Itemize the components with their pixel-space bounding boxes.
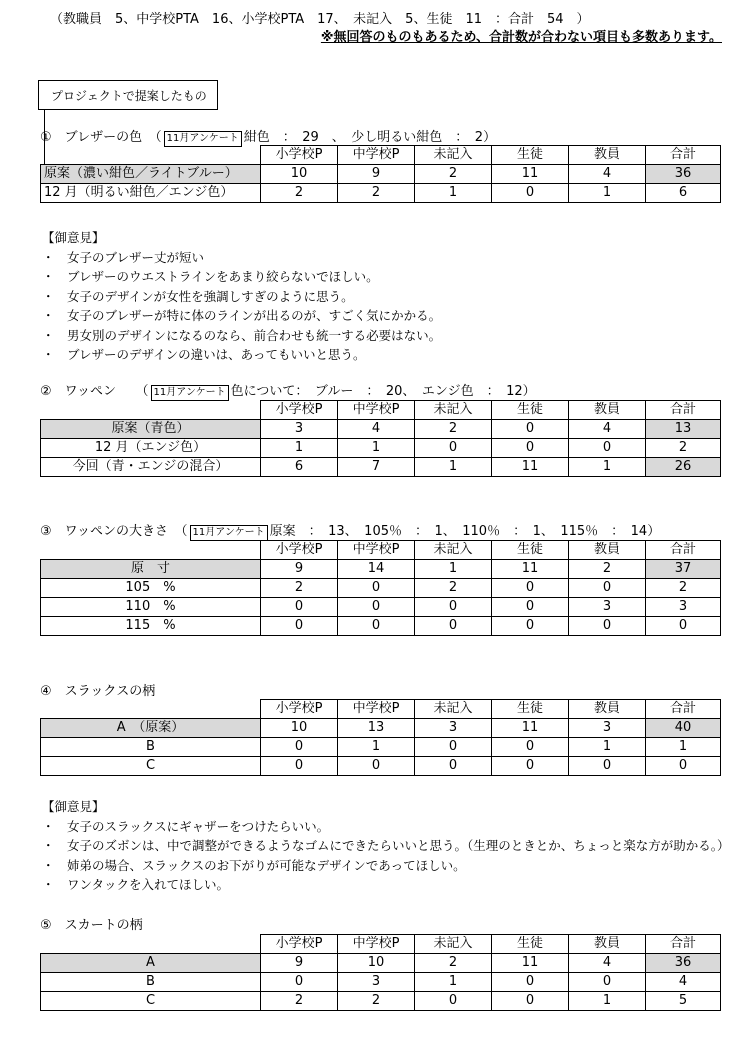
table-row — [41, 184, 721, 203]
total-cell: 2 — [646, 439, 721, 458]
value-cell: 1 — [415, 973, 492, 992]
table-row — [41, 439, 721, 458]
opinion-item: ・ 姉弟の場合、スラックスのお下がりが可能なデザインであってほしい。 — [42, 857, 466, 873]
column-header: 未記入 — [415, 700, 492, 719]
table-row — [41, 738, 721, 757]
callout-box — [38, 80, 218, 110]
row-label: 原 寸 — [41, 560, 261, 579]
value-cell: 11 — [492, 954, 569, 973]
value-cell: 0 — [492, 420, 569, 439]
survey-badge: 11月アンケート — [190, 525, 268, 541]
value-cell: 3 — [338, 973, 415, 992]
column-header: 生徒 — [492, 935, 569, 954]
column-header: 小学校P — [261, 541, 338, 560]
value-cell: 0 — [569, 617, 646, 636]
value-cell: 10 — [338, 954, 415, 973]
column-header: 中学校P — [338, 935, 415, 954]
row-label: C — [41, 757, 261, 776]
table-blazer — [40, 145, 721, 203]
value-cell: 0 — [261, 617, 338, 636]
value-cell: 3 — [569, 719, 646, 738]
opinion-item: ・ ワンタックを入れてほしい。 — [42, 877, 230, 892]
value-cell: 1 — [415, 458, 492, 477]
value-cell: 0 — [338, 579, 415, 598]
total-cell: 40 — [646, 719, 721, 738]
value-cell: 1 — [261, 439, 338, 458]
row-label: A — [41, 954, 261, 973]
column-header: 合計 — [646, 935, 721, 954]
value-cell: 0 — [492, 973, 569, 992]
value-cell: 9 — [261, 954, 338, 973]
table-header-row — [41, 146, 721, 165]
total-cell: 6 — [646, 184, 721, 203]
table-row — [41, 954, 721, 973]
value-cell: 1 — [569, 184, 646, 203]
section-title-blazer — [40, 126, 496, 147]
value-cell: 0 — [415, 439, 492, 458]
title-post: 紺色 ： 29 、 少し明るい紺色 ： 2） — [243, 130, 497, 145]
table-wappen — [40, 400, 721, 477]
row-label: B — [41, 973, 261, 992]
table-header-row — [41, 401, 721, 420]
value-cell: 1 — [338, 439, 415, 458]
value-cell: 1 — [569, 458, 646, 477]
value-cell: 4 — [569, 165, 646, 184]
value-cell: 0 — [415, 738, 492, 757]
column-header: 中学校P — [338, 401, 415, 420]
survey-badge: 11月アンケート — [151, 385, 229, 401]
column-header: 合計 — [646, 146, 721, 165]
opinion-item: ・ 男女別のデザインになるのなら、前合わせも統一する必要はない。 — [42, 327, 442, 343]
opinions-slacks — [42, 797, 730, 895]
column-header: 小学校P — [261, 700, 338, 719]
column-header: 生徒 — [492, 700, 569, 719]
table-row — [41, 560, 721, 579]
value-cell: 2 — [415, 420, 492, 439]
value-cell: 2 — [261, 184, 338, 203]
section-title-wappen — [40, 380, 536, 401]
table-row — [41, 992, 721, 1011]
column-header: 小学校P — [261, 935, 338, 954]
callout-label: プロジェクトで提案したもの — [51, 88, 207, 103]
table-row — [41, 598, 721, 617]
value-cell: 10 — [261, 719, 338, 738]
respondent-summary: （教職員 5、中学校PTA 16、小学校PTA 17、 未記入 5、生徒 11 ：合計 54 ） — [50, 12, 590, 27]
value-cell: 3 — [569, 598, 646, 617]
column-header: 合計 — [646, 401, 721, 420]
value-cell: 2 — [261, 992, 338, 1011]
value-cell: 0 — [569, 579, 646, 598]
value-cell: 3 — [415, 719, 492, 738]
total-cell: 36 — [646, 165, 721, 184]
value-cell: 0 — [569, 439, 646, 458]
row-label: A （原案） — [41, 719, 261, 738]
value-cell: 11 — [492, 560, 569, 579]
value-cell: 0 — [492, 598, 569, 617]
header-blank-cell — [41, 541, 261, 560]
title-post: 色について： ブルー ： 20、 エンジ色 ： 12） — [230, 384, 536, 399]
row-label: 12 月（明るい紺色／エンジ色） — [41, 184, 261, 203]
column-header: 生徒 — [492, 401, 569, 420]
value-cell: 2 — [261, 579, 338, 598]
value-cell: 0 — [492, 992, 569, 1011]
opinions-heading: 【御意見】 — [42, 230, 105, 245]
table-wappen-size — [40, 540, 721, 636]
value-cell: 4 — [569, 954, 646, 973]
value-cell: 7 — [338, 458, 415, 477]
value-cell: 0 — [492, 617, 569, 636]
header-blank-cell — [41, 700, 261, 719]
value-cell: 0 — [261, 973, 338, 992]
row-label: 今回（青・エンジの混合） — [41, 458, 261, 477]
title-pre: ① ブレザーの色 （ — [40, 130, 162, 145]
value-cell: 0 — [338, 598, 415, 617]
section-title-skirt: ⑤ スカートの柄 — [40, 918, 143, 933]
value-cell: 0 — [492, 184, 569, 203]
row-label: B — [41, 738, 261, 757]
total-cell: 13 — [646, 420, 721, 439]
value-cell: 11 — [492, 458, 569, 477]
table-header-row — [41, 935, 721, 954]
value-cell: 6 — [261, 458, 338, 477]
value-cell: 13 — [338, 719, 415, 738]
total-cell: 4 — [646, 973, 721, 992]
table-skirt — [40, 934, 721, 1011]
title-post: 原案 ： 13、 105％ ： 1、 110％ ： 1、 115％ ： 14） — [269, 524, 661, 539]
value-cell: 1 — [569, 992, 646, 1011]
row-label: C — [41, 992, 261, 1011]
table-row — [41, 579, 721, 598]
row-label: 115 % — [41, 617, 261, 636]
column-header: 生徒 — [492, 146, 569, 165]
total-cell: 36 — [646, 954, 721, 973]
row-label: 105 % — [41, 579, 261, 598]
value-cell: 0 — [261, 757, 338, 776]
value-cell: 0 — [492, 757, 569, 776]
value-cell: 9 — [338, 165, 415, 184]
column-header: 合計 — [646, 700, 721, 719]
value-cell: 0 — [261, 738, 338, 757]
column-header: 中学校P — [338, 146, 415, 165]
value-cell: 0 — [569, 757, 646, 776]
survey-badge: 11月アンケート — [164, 131, 242, 147]
column-header: 中学校P — [338, 700, 415, 719]
column-header: 未記入 — [415, 146, 492, 165]
row-label: 12 月（エンジ色） — [41, 439, 261, 458]
value-cell: 0 — [415, 992, 492, 1011]
column-header: 教員 — [569, 541, 646, 560]
value-cell: 0 — [338, 757, 415, 776]
value-cell: 1 — [569, 738, 646, 757]
table-slacks — [40, 699, 721, 776]
table-header-row — [41, 541, 721, 560]
opinions-blazer — [42, 228, 441, 365]
row-label: 原案（濃い紺色／ライトブルー） — [41, 165, 261, 184]
value-cell: 0 — [569, 973, 646, 992]
total-cell: 1 — [646, 738, 721, 757]
value-cell: 0 — [338, 617, 415, 636]
column-header: 教員 — [569, 146, 646, 165]
value-cell: 0 — [415, 757, 492, 776]
table-row — [41, 617, 721, 636]
value-cell: 11 — [492, 165, 569, 184]
column-header: 未記入 — [415, 401, 492, 420]
value-cell: 2 — [338, 992, 415, 1011]
opinion-item: ・ 女子のデザインが女性を強調しすぎのように思う。 — [42, 288, 354, 304]
total-cell: 3 — [646, 598, 721, 617]
title-pre: ③ ワッペンの大きさ （ — [40, 524, 188, 539]
opinion-item: ・ 女子のズボンは、中で調整ができるようなゴムにできたらいいと思う。（生理のときとか、ちょっと楽な方が助かる。） — [42, 838, 730, 853]
total-cell: 2 — [646, 579, 721, 598]
value-cell: 1 — [415, 560, 492, 579]
value-cell: 1 — [415, 184, 492, 203]
value-cell: 2 — [415, 954, 492, 973]
column-header: 教員 — [569, 700, 646, 719]
column-header: 教員 — [569, 401, 646, 420]
column-header: 未記入 — [415, 541, 492, 560]
value-cell: 2 — [338, 184, 415, 203]
opinion-item: ・ 女子のブレザー丈が短い — [42, 249, 205, 265]
table-row — [41, 757, 721, 776]
notice-text: ※無回答のものもあるため、合計数が合わない項目も多数あります。 — [320, 30, 722, 45]
column-header: 未記入 — [415, 935, 492, 954]
opinions-heading: 【御意見】 — [42, 799, 105, 814]
value-cell: 4 — [569, 420, 646, 439]
table-row — [41, 719, 721, 738]
value-cell: 0 — [492, 439, 569, 458]
total-cell: 0 — [646, 617, 721, 636]
opinion-item: ・ 女子のブレザーが特に体のラインが出るのが、すごく気にかかる。 — [42, 308, 442, 323]
opinion-item: ・ ブレザーのウエストラインをあまり絞らないでほしい。 — [42, 269, 379, 284]
value-cell: 0 — [415, 617, 492, 636]
table-row — [41, 458, 721, 477]
table-row — [41, 973, 721, 992]
value-cell: 0 — [492, 579, 569, 598]
value-cell: 9 — [261, 560, 338, 579]
total-cell: 26 — [646, 458, 721, 477]
value-cell: 11 — [492, 719, 569, 738]
value-cell: 4 — [338, 420, 415, 439]
total-cell: 5 — [646, 992, 721, 1011]
total-cell: 0 — [646, 757, 721, 776]
column-header: 合計 — [646, 541, 721, 560]
value-cell: 2 — [415, 165, 492, 184]
header-blank-cell — [41, 401, 261, 420]
value-cell: 2 — [569, 560, 646, 579]
column-header: 教員 — [569, 935, 646, 954]
value-cell: 14 — [338, 560, 415, 579]
value-cell: 0 — [492, 738, 569, 757]
column-header: 小学校P — [261, 146, 338, 165]
table-row — [41, 420, 721, 439]
opinion-item: ・ ブレザーのデザインの違いは、あってもいいと思う。 — [42, 347, 366, 362]
opinion-item: ・ 女子のスラックスにギャザーをつけたらいい。 — [42, 818, 330, 834]
value-cell: 1 — [338, 738, 415, 757]
table-row — [41, 165, 721, 184]
row-label: 110 % — [41, 598, 261, 617]
value-cell: 10 — [261, 165, 338, 184]
value-cell: 0 — [415, 598, 492, 617]
title-pre: ② ワッペン （ — [40, 384, 149, 399]
table-header-row — [41, 700, 721, 719]
column-header: 生徒 — [492, 541, 569, 560]
section-title-slacks: ④ スラックスの柄 — [40, 684, 156, 699]
header-blank-cell — [41, 935, 261, 954]
section-title-wappen-size — [40, 520, 660, 541]
total-cell: 37 — [646, 560, 721, 579]
value-cell: 3 — [261, 420, 338, 439]
header-blank-cell — [41, 146, 261, 165]
column-header: 中学校P — [338, 541, 415, 560]
row-label: 原案（青色） — [41, 420, 261, 439]
value-cell: 2 — [415, 579, 492, 598]
value-cell: 0 — [261, 598, 338, 617]
column-header: 小学校P — [261, 401, 338, 420]
